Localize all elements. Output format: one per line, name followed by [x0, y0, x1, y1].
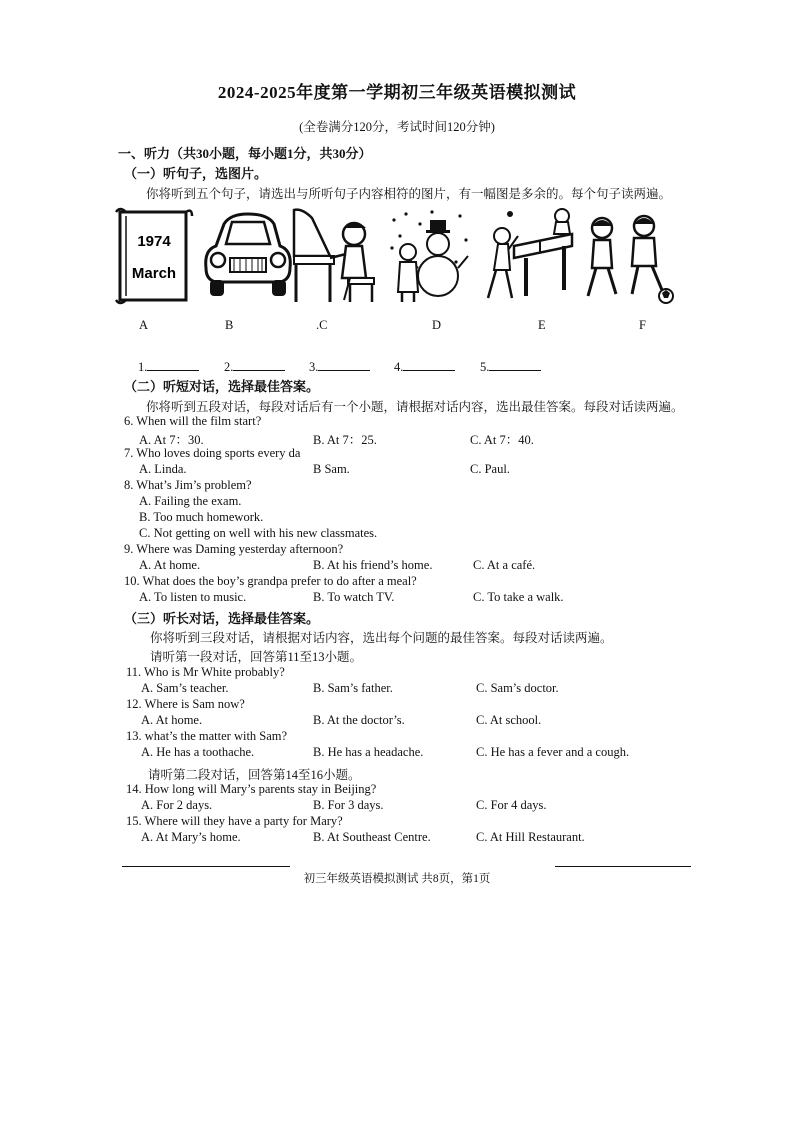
q11-option-a[interactable]: A. Sam’s teacher.: [141, 681, 229, 695]
calendar-scroll-icon: [112, 206, 194, 306]
picture-letter-b: B: [225, 318, 234, 332]
q10-option-a[interactable]: A. To listen to music.: [139, 590, 247, 604]
question-14: 14. How long will Mary’s parents stay in Beijing?: [126, 782, 377, 796]
q14-option-a[interactable]: A. For 2 days.: [141, 798, 213, 812]
q11-option-c[interactable]: C. Sam’s doctor.: [476, 681, 559, 695]
dialog1-note: 请听第一段对话，回答第11至13小题。: [150, 650, 363, 664]
q15-option-c[interactable]: C. At Hill Restaurant.: [476, 830, 585, 844]
sectionB-heading: （二）听短对话，选择最佳答案。: [124, 379, 320, 394]
q8-option-a[interactable]: A. Failing the exam.: [139, 494, 242, 508]
question-9: 9. Where was Daming yesterday afternoon?: [124, 542, 344, 556]
q7-option-b[interactable]: B Sam.: [313, 462, 350, 476]
sectionC-instruction: 你将听到三段对话，请根据对话内容，选出每个问题的最佳答案。每段对话读两遍。: [150, 631, 613, 645]
q6-option-b[interactable]: B. At 7：25.: [313, 433, 377, 447]
q7-option-c[interactable]: C. Paul.: [470, 462, 510, 476]
sectionA-heading: （一）听句子，选图片。: [124, 166, 268, 181]
answer-blank-3[interactable]: 3.: [309, 358, 370, 375]
question-7: 7. Who loves doing sports every da: [124, 446, 301, 460]
q8-option-b[interactable]: B. Too much homework.: [139, 510, 264, 524]
answer-blank-1[interactable]: 1.: [138, 358, 199, 375]
calendar-month: March: [131, 265, 177, 282]
page-subtitle: (全卷满分120分，考试时间120分钟): [299, 120, 495, 134]
q13-option-c[interactable]: C. He has a fever and a cough.: [476, 745, 630, 759]
page-title: 2024-2025年度第一学期初三年级英语模拟测试: [217, 83, 577, 102]
snowman-icon: [386, 206, 472, 306]
question-12: 12. Where is Sam now?: [126, 697, 245, 711]
question-10: 10. What does the boy’s grandpa prefer to do after a meal?: [124, 574, 417, 588]
picture-letter-e: E: [538, 318, 546, 332]
q11-option-b[interactable]: B. Sam’s father.: [313, 681, 393, 695]
q9-option-c[interactable]: C. At a café.: [473, 558, 536, 572]
answer-blank-2[interactable]: 2.: [224, 358, 285, 375]
q14-option-c[interactable]: C. For 4 days.: [476, 798, 547, 812]
answer-blank-5[interactable]: 5.: [480, 358, 541, 375]
q13-option-a[interactable]: A. He has a toothache.: [141, 745, 255, 759]
question-13: 13. what’s the matter with Sam?: [126, 729, 288, 743]
q12-option-b[interactable]: B. At the doctor’s.: [313, 713, 405, 727]
football-boys-icon: [582, 206, 674, 306]
picture-letter-c: .C: [316, 318, 328, 332]
q15-option-b[interactable]: B. At Southeast Centre.: [313, 830, 431, 844]
question-8: 8. What’s Jim’s problem?: [124, 478, 252, 492]
sectionA-instruction: 你将听到五个句子，请选出与所听句子内容相符的图片，有一幅图是多余的。每个句子读两遍。: [146, 187, 672, 201]
q15-option-a[interactable]: A. At Mary’s home.: [141, 830, 241, 844]
picture-row: [112, 206, 672, 306]
footer-divider-left: [122, 866, 290, 867]
question-11: 11. Who is Mr White probably?: [126, 665, 285, 679]
q10-option-b[interactable]: B. To watch TV.: [313, 590, 395, 604]
sectionC-heading: （三）听长对话，选择最佳答案。: [124, 611, 320, 626]
q9-option-a[interactable]: A. At home.: [139, 558, 201, 572]
picture-letter-a: A: [139, 318, 149, 332]
answer-blank-4[interactable]: 4.: [394, 358, 455, 375]
q10-option-c[interactable]: C. To take a walk.: [473, 590, 564, 604]
q6-option-a[interactable]: A. At 7：30.: [139, 433, 204, 447]
footer-divider-right: [555, 866, 691, 867]
car-icon: [200, 206, 296, 306]
q6-option-c[interactable]: C. At 7：40.: [470, 433, 534, 447]
dialog2-note: 请听第二段对话，回答第14至16小题。: [148, 768, 361, 782]
picture-letter-f: F: [639, 318, 646, 332]
piano-girl-icon: [290, 206, 386, 306]
q9-option-b[interactable]: B. At his friend’s home.: [313, 558, 433, 572]
page-footer: 初三年级英语模拟测试 共8页，第1页: [303, 873, 491, 885]
table-tennis-icon: [484, 206, 576, 306]
q12-option-a[interactable]: A. At home.: [141, 713, 203, 727]
q7-option-a[interactable]: A. Linda.: [139, 462, 187, 476]
q14-option-b[interactable]: B. For 3 days.: [313, 798, 384, 812]
calendar-year: 1974: [137, 233, 171, 250]
question-15: 15. Where will they have a party for Mary?: [126, 814, 343, 828]
q13-option-b[interactable]: B. He has a headache.: [313, 745, 424, 759]
q8-option-c[interactable]: C. Not getting on well with his new classmates.: [139, 526, 378, 540]
q12-option-c[interactable]: C. At school.: [476, 713, 542, 727]
question-6: 6. When will the film start?: [124, 414, 262, 428]
part1-heading: 一、听力（共30小题，每小题1分，共30分）: [118, 146, 372, 161]
picture-letter-d: D: [432, 318, 442, 332]
sectionB-instruction: 你将听到五段对话，每段对话后有一个小题，请根据对话内容，选出最佳答案。每段对话读两遍。: [146, 400, 684, 414]
